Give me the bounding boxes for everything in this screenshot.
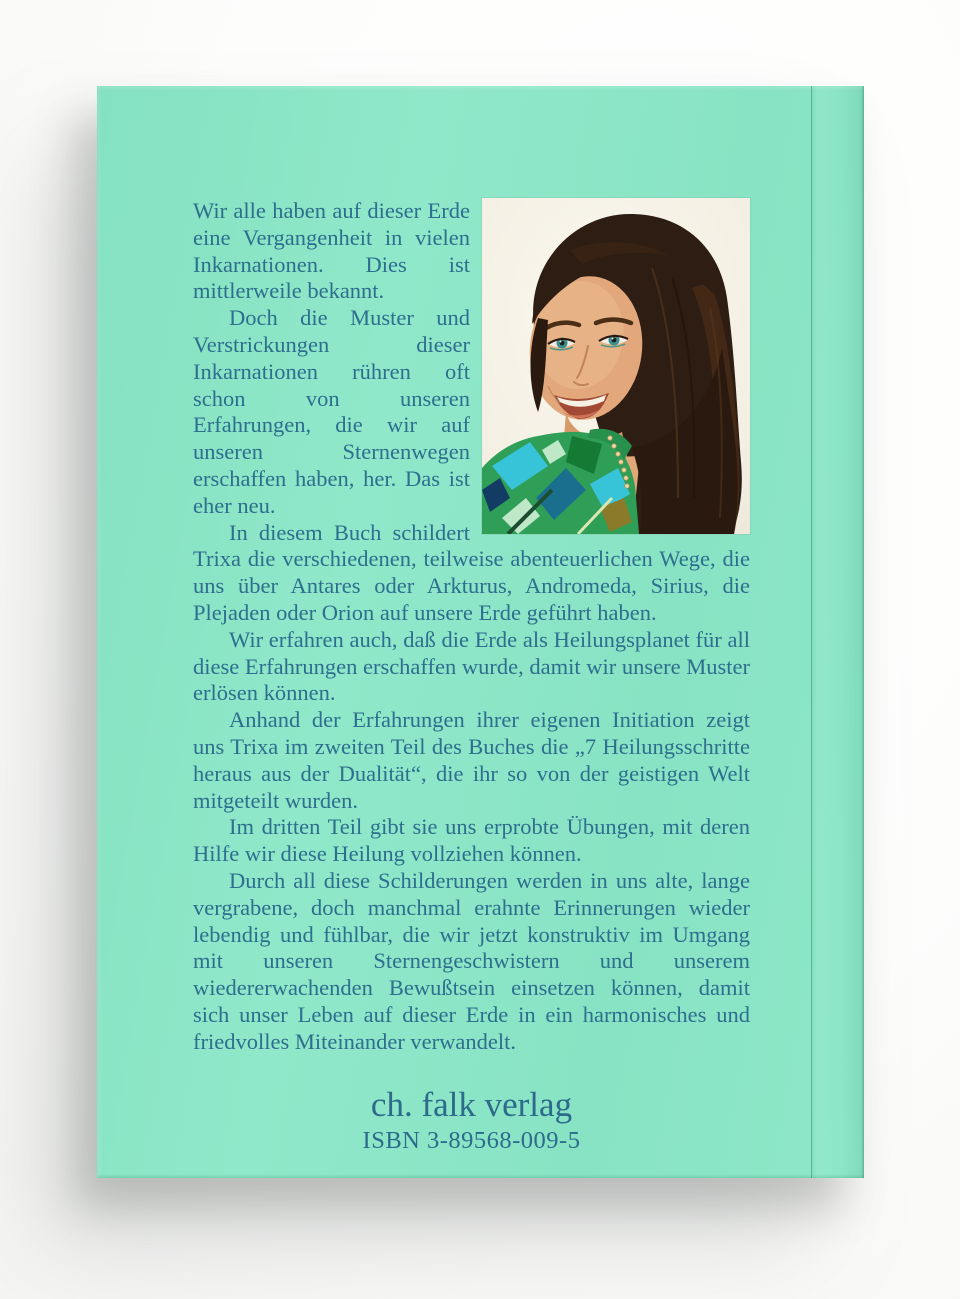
book-back-cover bbox=[97, 86, 864, 1178]
blurb-paragraph: Im dritten Teil gibt sie uns erprobte Übungen, mit deren Hilfe wir diese Heilung vollziehen können. bbox=[193, 814, 750, 867]
blurb-paragraph: Wir alle haben auf dieser Erde eine Vergangenheit in vielen Inkarnationen. Dies ist mittlerweile bekannt. bbox=[193, 198, 470, 304]
blurb-paragraph: In diesem Buch schildert Trixa die verschiedenen, teilweise abenteuerlichen Wege, die uns über Antares oder Arkturus, Andromeda, Sirius, die Plejaden oder Orion auf unsere Erde geführt haben. bbox=[193, 519, 750, 625]
blurb-paragraph: Doch die Muster und Verstrickungen dieser Inkarnationen rühren oft schon von unseren Erfahrungen, die wir auf unseren Sternenwegen erschaffen haben, her. Das ist eher neu. bbox=[193, 305, 470, 518]
back-cover-text bbox=[193, 198, 750, 1156]
author-photo bbox=[482, 198, 750, 534]
publisher-name: ch. falk verlag bbox=[370, 1084, 573, 1124]
blurb-paragraph: Wir erfahren auch, daß die Erde als Heilungsplanet für all diese Erfahrungen erschaffen wurde, damit wir unsere Muster erlösen können. bbox=[193, 626, 750, 706]
book-page-edge bbox=[811, 86, 864, 1178]
publisher-block bbox=[193, 1056, 750, 1156]
blurb-paragraph: Durch all diese Schilderungen werden in uns alte, lange vergrabene, doch manchmal erahnte Erinnerungen wieder lebendig und fühlbar, die wir jetzt konstruktiv im Umgang mit unseren Sternengeschwistern und unserem wiedererwachenden Bewußtsein einsetzen können, damit sich unser Leben auf dieser Erde in ein harmonisches und friedvolles Miteinander verwandelt. bbox=[193, 867, 750, 1054]
isbn: ISBN 3-89568-009-5 bbox=[362, 1126, 581, 1154]
blurb-paragraph: Anhand der Erfahrungen ihrer eigenen Initiation zeigt uns Trixa im zweiten Teil des Buches die „7 Heilungsschritte heraus aus der Dualität“, die ihr so von der geistigen Welt mitgeteilt wurden. bbox=[193, 707, 750, 813]
author-portrait-illustration bbox=[482, 198, 750, 534]
